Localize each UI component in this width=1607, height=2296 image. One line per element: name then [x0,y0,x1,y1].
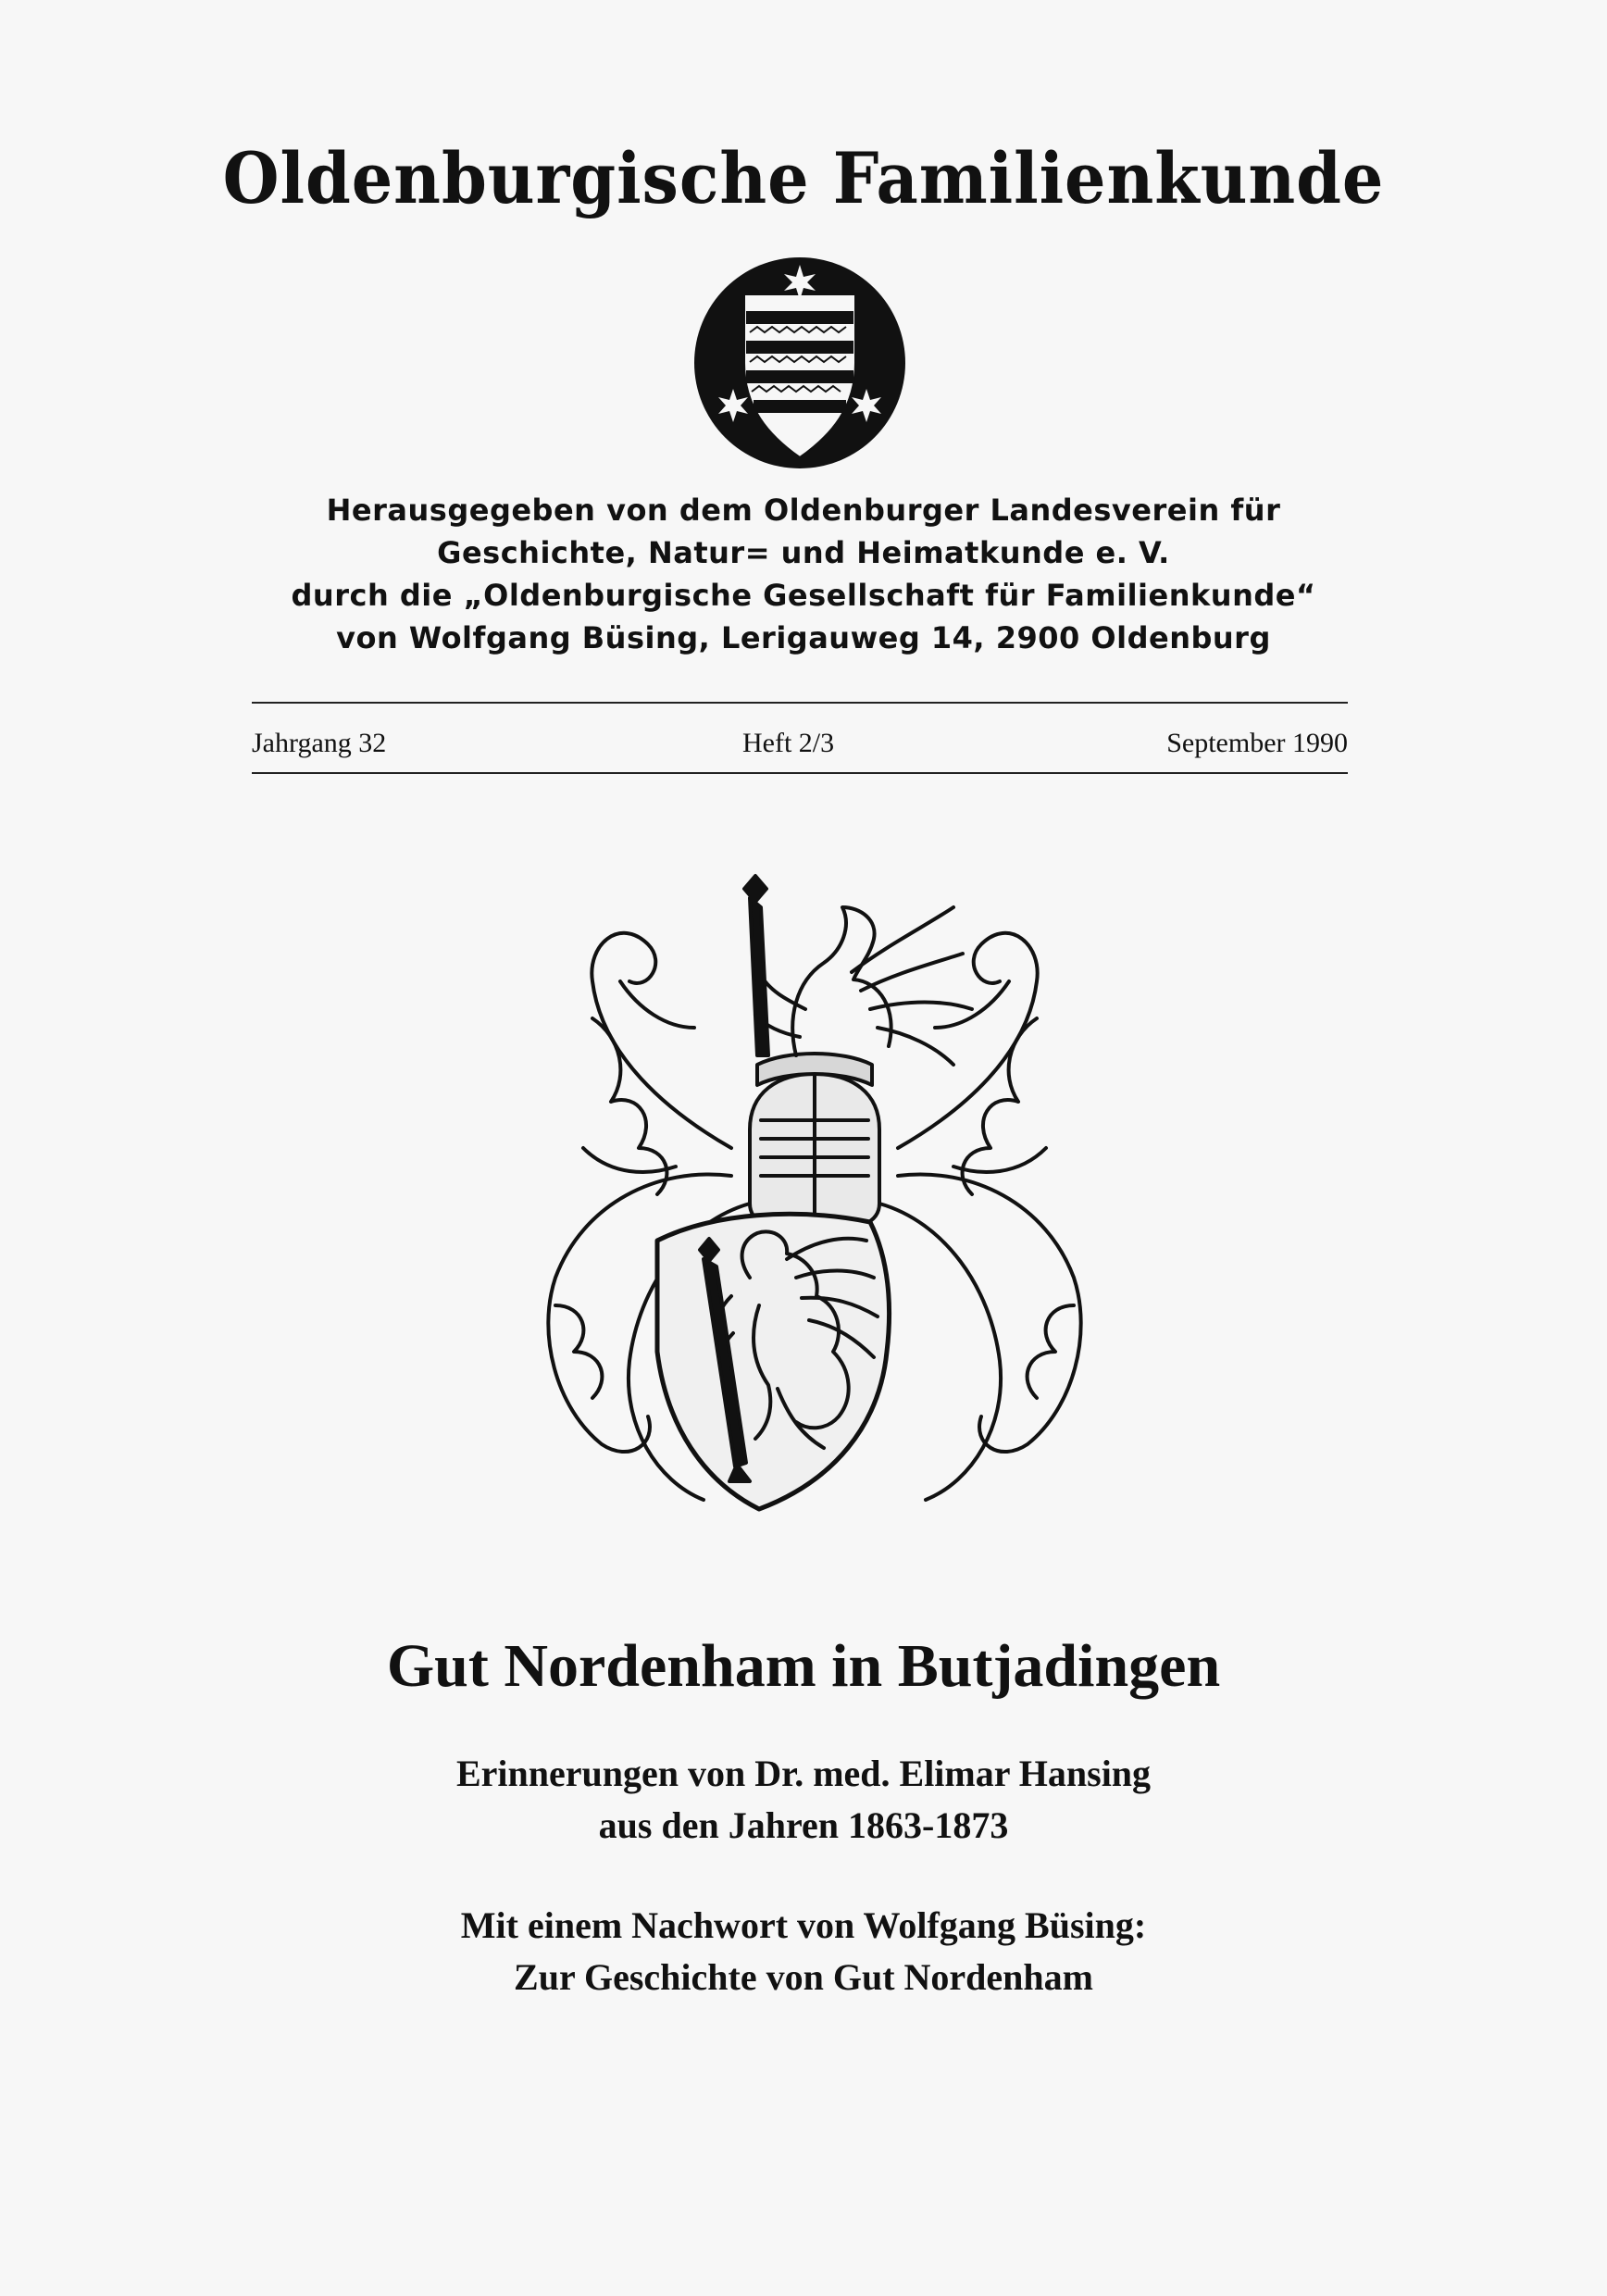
afterword-note [0,1900,1607,2003]
article-title: Gut Nordenham in Butjadingen [386,1632,1221,1700]
journal-masthead: Oldenburgische Familienkunde [222,137,1385,219]
publisher-statement [0,489,1607,659]
subtitle-line: Erinnerungen von Dr. med. Elimar Hansing [455,1753,1152,1794]
afterword-line: Mit einem Nachwort von Wolfgang Büsing: [460,1904,1147,1946]
issue-volume: Jahrgang 32 [252,728,387,758]
divider-rule [252,702,1348,704]
subtitle-line: aus den Jahren 1863-1873 [598,1804,1009,1846]
griffin-coat-of-arms-icon [518,870,1111,1555]
issue-info-bar [252,717,1348,763]
publisher-line: von Wolfgang Büsing, Lerigauweg 14, 2900 Oldenburg [336,620,1271,655]
article-subtitle [0,1748,1607,1852]
issue-date: September 1990 [1166,728,1348,758]
afterword-line: Zur Geschichte von Gut Nordenham [514,1956,1093,1998]
publisher-line: durch die „Oldenburgische Gesellschaft für Familienkunde“ [291,578,1316,613]
publisher-line: Geschichte, Natur= und Heimatkunde e. V. [437,535,1170,570]
issue-number: Heft 2/3 [742,728,835,758]
divider-rule [252,772,1348,774]
publisher-line: Herausgegeben von dem Oldenburger Landesverein für [326,493,1281,528]
oldenburg-crest-icon [692,252,907,474]
